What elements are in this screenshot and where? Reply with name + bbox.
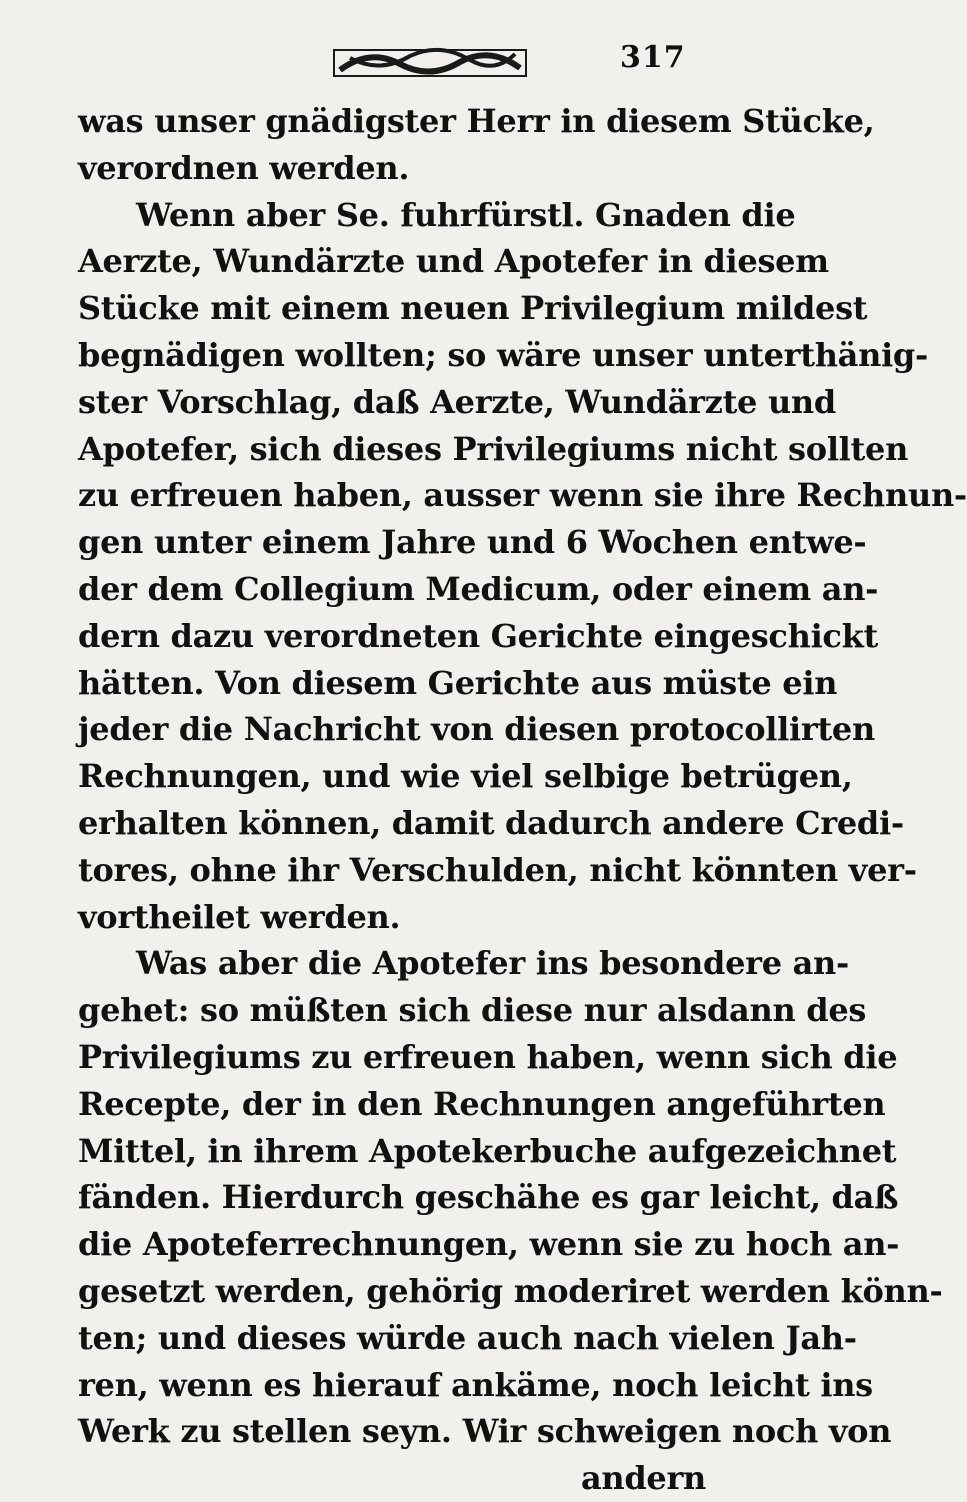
text-line: ten; und dieses würde auch nach vielen Jah- (78, 1318, 857, 1357)
text-line: Apotefer, sich dieses Privilegiums nicht sollten (78, 429, 909, 468)
text-line: gehet: so müßten sich diese nur alsdann des (78, 991, 867, 1030)
text-line: jeder die Nachricht von diesen protocollirten (78, 710, 875, 749)
text-line: Wenn aber Se. fuhrfürstl. Gnaden die (136, 195, 796, 234)
text-line: vortheilet werden. (78, 897, 401, 936)
text-line: Privilegiums zu erfreuen haben, wenn sich die (78, 1037, 898, 1076)
text-line: die Apoteferrechnungen, wenn sie zu hoch an- (78, 1225, 900, 1264)
text-line: ren, wenn es hierauf ankäme, noch leicht ins (78, 1365, 873, 1404)
text-line: gesetzt werden, gehörig moderiret werden könn- (78, 1271, 943, 1310)
text-line: dern dazu verordneten Gerichte eingeschickt (78, 616, 878, 655)
paragraph (78, 192, 967, 941)
text-line: erhalten können, damit dadurch andere Credi- (78, 803, 904, 842)
text-line: Was aber die Apotefer ins besondere an- (136, 944, 849, 983)
text-line: tores, ohne ihr Verschulden, nicht könnten ver- (78, 850, 917, 889)
text-line: der dem Collegium Medicum, oder einem an- (78, 569, 879, 608)
text-line: Rechnungen, und wie viel selbige betrügen, (78, 757, 853, 796)
printer-ornament-icon (330, 40, 530, 84)
paragraph (78, 940, 943, 1455)
text-line: fänden. Hierdurch geschähe es gar leicht, daß (78, 1178, 899, 1217)
text-line: Stücke mit einem neuen Privilegium mildest (78, 289, 868, 328)
catchword: andern (580, 1459, 706, 1498)
text-line: zu erfreuen haben, ausser wenn sie ihre Rechnun- (78, 476, 967, 515)
text-line: Mittel, in ihrem Apotekerbuche aufgezeichnet (78, 1131, 897, 1170)
text-line: hätten. Von diesem Gerichte aus müste ein (78, 663, 838, 702)
text-line: Recepte, der in den Rechnungen angeführten (78, 1084, 886, 1123)
page-number: 317 (620, 40, 686, 75)
text-line: Werk zu stellen seyn. Wir schweigen noch von (78, 1412, 892, 1451)
paragraph (78, 98, 875, 192)
text-line: Aerzte, Wundärzte und Apotefer in diesem (78, 242, 829, 281)
text-line: verordnen werden. (78, 148, 410, 187)
body-text (78, 98, 967, 1502)
text-line: begnädigen wollten; so wäre unser unterthänig- (78, 335, 928, 374)
text-line: gen unter einem Jahre und 6 Wochen entwe- (78, 523, 867, 562)
text-line: was unser gnädigster Herr in diesem Stücke, (78, 102, 875, 140)
text-line: ster Vorschlag, daß Aerzte, Wundärzte und (78, 382, 836, 421)
